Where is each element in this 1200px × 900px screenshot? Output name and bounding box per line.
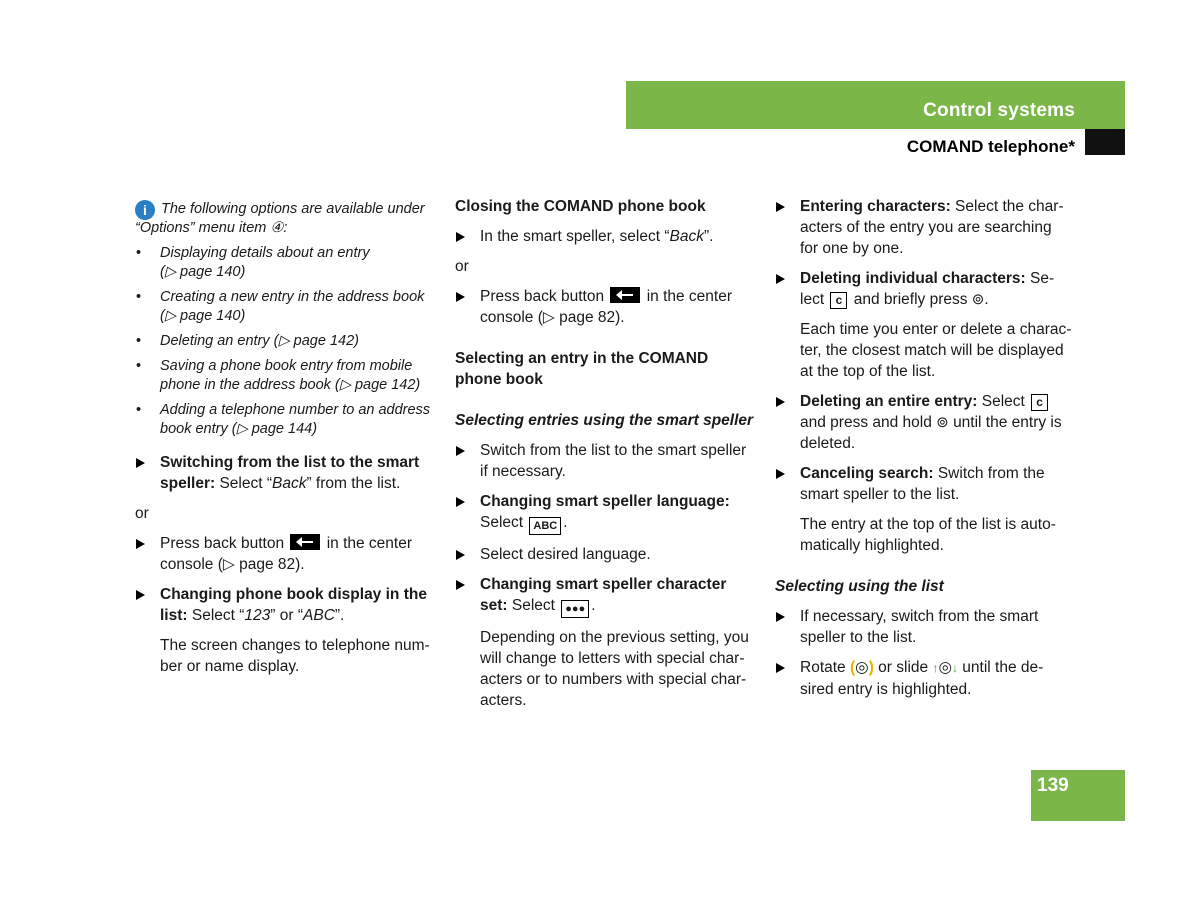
smart-speller-subheading: Selecting entries using the smart speller (455, 412, 754, 429)
each-time-text (775, 319, 1080, 382)
step-arrow-icon (776, 274, 785, 284)
body-text: Each time you enter or delete a charac- (800, 321, 1072, 338)
body-text: ter, the closest match will be displayed (800, 342, 1064, 359)
step-text: deleted. (800, 435, 856, 452)
step-text: ” from the list. (306, 475, 401, 492)
note-item-ref: (▷ page 140) (160, 308, 246, 324)
step-text: for one by one. (800, 240, 904, 257)
body-text: acters. (480, 692, 527, 709)
bullet-icon: • (136, 333, 142, 349)
step-bold: Changing smart speller character (480, 576, 727, 593)
note-item-ref: book entry (▷ page 144) (160, 421, 318, 437)
step-text: Select the char- (950, 198, 1064, 215)
step-text: if necessary. (480, 463, 566, 480)
note-list-item (135, 401, 440, 439)
select-entry-heading (455, 348, 760, 390)
step-text: and briefly press (853, 291, 968, 308)
body-text: Depending on the previous setting, you (480, 629, 749, 646)
step-switch-to-list (775, 606, 1080, 648)
body-text: acters or to numbers with special char- (480, 671, 747, 688)
step-arrow-icon (776, 612, 785, 622)
back-button-icon (610, 287, 640, 303)
step-text: Se- (1025, 270, 1055, 287)
press-knob-icon: ⊚ (936, 414, 949, 431)
step-text: Press back button (480, 288, 605, 305)
body-text: matically highlighted. (800, 537, 944, 554)
step-text: In the smart speller, select “ (480, 228, 670, 245)
screen-changes-text (135, 635, 440, 677)
c-key-icon: c (1031, 394, 1048, 411)
slide-knob-icon: ↑◎↓ (932, 659, 958, 676)
back-button-icon (290, 534, 320, 550)
body-text: The entry at the top of the list is auto- (800, 516, 1056, 533)
note-item-ref: (▷ page 140) (160, 264, 246, 280)
step-text: Select (977, 393, 1025, 410)
body-text: will change to letters with special char- (480, 650, 745, 667)
note-intro (135, 200, 440, 219)
step-text: Switch from the list to the smart speller (480, 442, 747, 459)
bullet-icon: • (136, 245, 142, 261)
step-text: speller to the list. (800, 629, 917, 646)
note-item-text: Adding a telephone number to an address (160, 402, 431, 418)
column-2 (455, 196, 760, 711)
step-text: Press back button (160, 535, 285, 552)
bullet-icon: • (136, 289, 142, 305)
step-text: until the entry is (953, 414, 1062, 431)
step-arrow-icon (776, 202, 785, 212)
step-text: If necessary, switch from the smart (800, 608, 1039, 625)
language-key-icon: ABC (529, 517, 561, 535)
step-text: Rotate (800, 659, 846, 676)
step-text: acters of the entry you are searching (800, 219, 1052, 236)
heading-line: Selecting an entry in the COMAND (455, 350, 709, 367)
note-item-text: Saving a phone book entry from mobile (160, 358, 413, 374)
note-intro-line: The following options are available under (161, 201, 425, 217)
step-text: Switch from the (933, 465, 1045, 482)
step-text: in the center (646, 288, 733, 305)
step-bold: Deleting individual characters: (800, 270, 1026, 287)
depending-text (455, 627, 760, 711)
step-entering-characters (775, 196, 1080, 259)
rotate-knob-icon: (◎) (849, 659, 874, 676)
step-text: sired entry is highlighted. (800, 681, 972, 698)
heading-line: phone book (455, 371, 543, 388)
step-text: Back (272, 475, 307, 492)
step-switch-list (455, 440, 760, 482)
step-arrow-icon (456, 550, 465, 560)
step-bold: Deleting an entire entry: (800, 393, 978, 410)
step-close-back (455, 226, 760, 247)
step-bold: set: (480, 597, 508, 614)
step-arrow-icon (456, 580, 465, 590)
step-text: lect (800, 291, 825, 308)
step-bold: Changing phone book display in the (160, 586, 427, 603)
step-text: and press and hold (800, 414, 932, 431)
step-arrow-icon (776, 663, 785, 673)
subsection-title: COMAND telephone* (906, 137, 1075, 156)
column-3 (775, 196, 1080, 700)
step-change-charset: Changing smart speller character set: Select ●●● . (455, 574, 760, 618)
list-subheading: Selecting using the list (775, 578, 944, 595)
step-bold: Changing smart speller language: (480, 493, 730, 510)
c-key-icon: c (830, 292, 847, 309)
body-text: The screen changes to telephone num- (160, 637, 430, 654)
step-text: in the center (326, 535, 413, 552)
info-icon: i (135, 200, 155, 220)
info-note (135, 200, 440, 439)
step-text: ABC (303, 607, 335, 624)
step-arrow-icon (456, 497, 465, 507)
note-item-ref: phone in the address book (▷ page 142) (160, 377, 421, 393)
step-arrow-icon (456, 232, 465, 242)
step-rotate-slide (775, 657, 1080, 700)
step-bold: Entering characters: (800, 198, 951, 215)
closing-heading: Closing the COMAND phone book (455, 198, 706, 215)
step-text: console (▷ page 82). (160, 556, 305, 573)
top-of-list-text (775, 514, 1080, 556)
step-press-back (135, 533, 440, 575)
step-text: or slide (878, 659, 929, 676)
step-bold: Switching from the list to the smart (160, 454, 420, 471)
step-text: console (▷ page 82). (480, 309, 625, 326)
note-list-item (135, 244, 440, 282)
step-change-language: Changing smart speller language: Select ABC . (455, 491, 760, 535)
step-press-back (455, 286, 760, 328)
step-arrow-icon (136, 590, 145, 600)
step-cancel-search (775, 463, 1080, 505)
bullet-icon: • (136, 402, 142, 418)
step-text: until the de- (962, 659, 1044, 676)
step-arrow-icon (776, 397, 785, 407)
step-text: Select desired language. (480, 546, 651, 563)
or-label: or (135, 505, 149, 522)
note-list-item (135, 288, 440, 326)
step-text: ”. (704, 228, 714, 245)
header-block (1085, 129, 1125, 155)
note-list-item (135, 357, 440, 395)
step-text: Select “ (215, 475, 272, 492)
step-arrow-icon (456, 446, 465, 456)
note-item-text: Creating a new entry in the address book (160, 289, 425, 305)
charset-key-icon: ●●● (561, 600, 589, 618)
step-text: Select (507, 597, 555, 614)
note-list-item (135, 332, 440, 351)
press-knob-icon: ⊚ (971, 291, 985, 308)
step-change-display (135, 584, 440, 626)
step-text: Select “ (187, 607, 245, 624)
note-item-text: Displaying details about an entry (160, 245, 370, 261)
step-delete-entire (775, 391, 1080, 454)
body-text: at the top of the list. (800, 363, 936, 380)
step-arrow-icon (456, 292, 465, 302)
step-text: smart speller to the list. (800, 486, 960, 503)
column-1 (135, 196, 440, 677)
body-text: ber or name display. (160, 658, 300, 675)
note-item-text: Deleting an entry (▷ page 142) (160, 333, 359, 349)
step-text: ”. (334, 607, 345, 624)
step-arrow-icon (136, 539, 145, 549)
step-desired-language (455, 544, 760, 565)
step-bold: list: (160, 607, 188, 624)
step-text: 123 (244, 607, 271, 624)
section-title: Control systems (923, 100, 1075, 121)
step-bold: Canceling search: (800, 465, 934, 482)
note-intro-line: “Options” menu item ④: (135, 220, 288, 236)
step-delete-individual: Deleting individual characters: Se- lect c and briefly press ⊚. (775, 268, 1080, 310)
or-label: or (455, 258, 469, 275)
step-switch-to-speller (135, 452, 440, 494)
step-bold: speller: (160, 475, 216, 492)
page-number: 139 (1037, 775, 1069, 796)
step-text: ” or “ (270, 607, 304, 624)
step-text: Back (669, 228, 704, 245)
step-arrow-icon (136, 458, 145, 468)
bullet-icon: • (136, 358, 142, 374)
step-text: Select (480, 514, 524, 531)
step-arrow-icon (776, 469, 785, 479)
